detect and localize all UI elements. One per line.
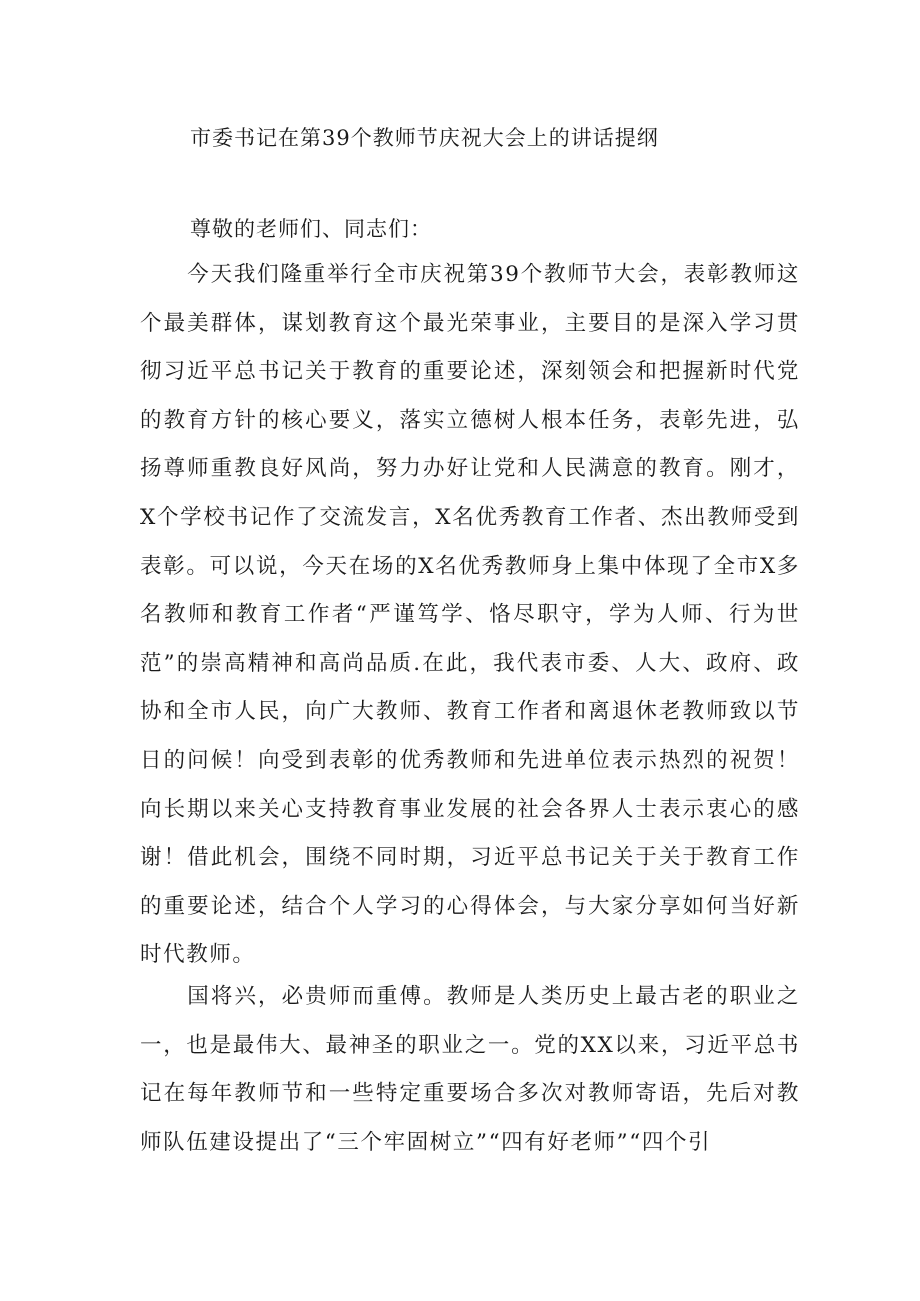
body-paragraph: 今天我们隆重举行全市庆祝第39个教师节大会，表彰教师这个最美群体，谋划教育这个最光荣事业，主要目的是深入学习贯彻习近平总书记关于教育的重要论述，深刻领会和把握新时代党的教育方针的核心要义，落实立德树人根本任务，表彰先进，弘扬尊师重教良好风尚，努力办好让党和人民满意的教育。刚才，X个学校书记作了交流发言，X名优秀教育工作者、杰出教师受到表彰。可以说，今天在场的X名优秀教师身上集中体现了全市X多名教师和教育工作者“严谨笃学、恪尽职守，学为人师、行为世范”的崇高精神和高尚品质.在此，我代表市委、人大、政府、政协和全市人民，向广大教师、教育工作者和离退休老教师致以节日的问候！向受到表彰的优秀教师和先进单位表示热烈的祝贺！向长期以来关心支持教育事业发展的社会各界人士表示衷心的感谢！借此机会，围绕不同时期，习近平总书记关于关于教育工作的重要论述，结合个人学习的心得体会，与大家分享如何当好新时代教师。 [140, 262, 800, 968]
document-title: 市委书记在第39个教师节庆祝大会上的讲话提纲 [190, 126, 659, 150]
salutation: 尊敬的老师们、同志们： [190, 217, 432, 241]
body-paragraph: 国将兴，必贵师而重傅。教师是人类历史上最古老的职业之一，也是最伟大、最神圣的职业之一。党的XX以来，习近平总书记在每年教师节和一些特定重要场合多次对教师寄语，先后对教师队伍建设提出了“三个牢固树立”“四有好老师”“四个引 [140, 984, 800, 1155]
